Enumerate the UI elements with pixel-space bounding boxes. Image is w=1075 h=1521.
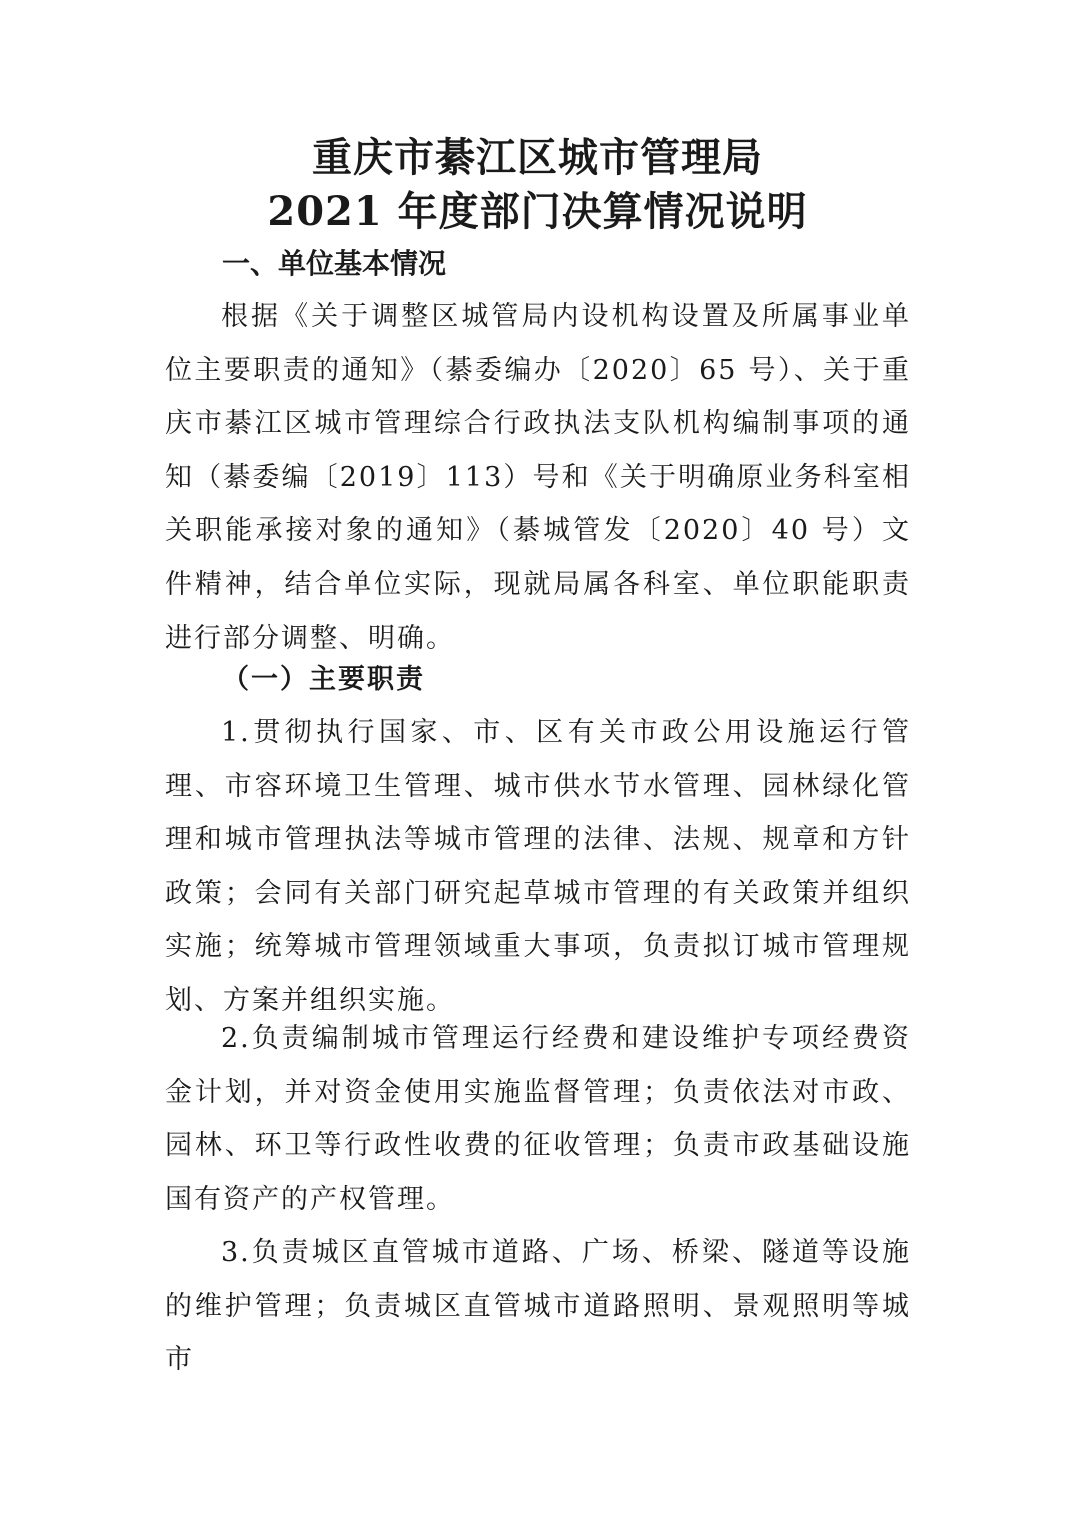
document-title-line-1: 重庆市綦江区城市管理局 (312, 134, 763, 181)
duty-item-3: 3.负责城区直管城市道路、广场、桥梁、隧道等设施的维护管理；负责城区直管城市道路照明、景观照明等城市 (165, 1237, 911, 1376)
intro-paragraph: 根据《关于调整区城管局内设机构设置及所属事业单位主要职责的通知》（綦委编办〔2020〕65 号）、关于重庆市綦江区城市管理综合行政执法支队机构编制事项的通知（綦委编〔2019〕113）号和《关于明确原业务科室相关职能承接对象的通知》（綦城管发〔2020〕40 号）文件精神，结合单位实际，现就局属各科室、单位职能职责进行部分调整、明确。 (165, 301, 911, 654)
section-heading-basic-info: 一、单位基本情况 (222, 247, 447, 280)
duty-item-1: 1.贯彻执行国家、市、区有关市政公用设施运行管理、市容环境卫生管理、城市供水节水管理、园林绿化管理和城市管理执法等城市管理的法律、法规、规章和方针政策；会同有关部门研究起草城市管理的有关政策并组织实施；统筹城市管理领域重大事项，负责拟订城市管理规划、方案并组织实施。 (165, 717, 911, 1016)
duty-item-2: 2.负责编制城市管理运行经费和建设维护专项经费资金计划，并对资金使用实施监督管理；负责依法对市政、园林、环卫等行政性收费的征收管理；负责市政基础设施国有资产的产权管理。 (165, 1023, 911, 1215)
subsection-heading-main-duties: （一）主要职责 (222, 664, 425, 695)
document-title-line-2: 2021 年度部门决算情况说明 (267, 188, 808, 235)
